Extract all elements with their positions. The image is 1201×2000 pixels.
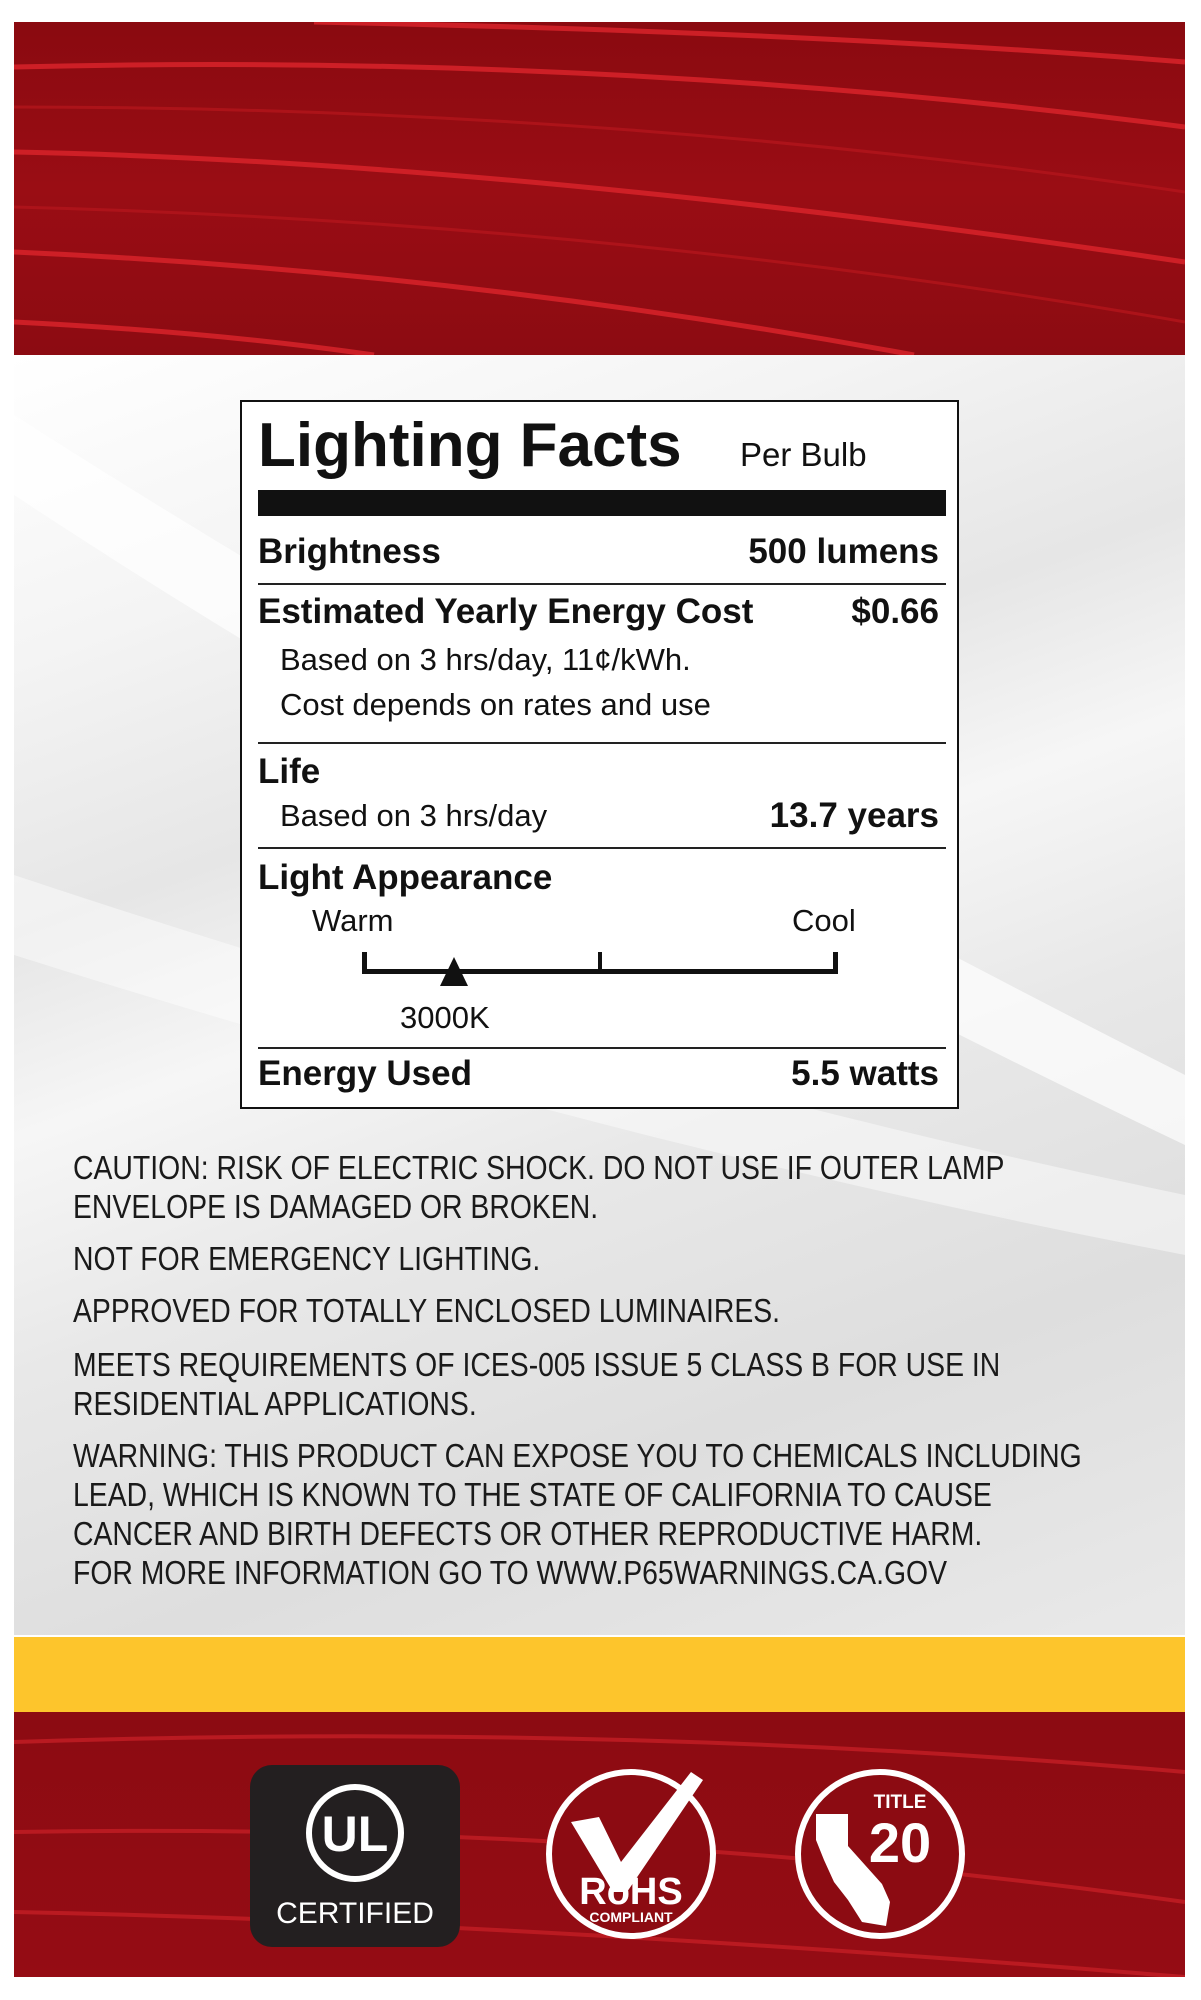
cost-value: $0.66 — [851, 592, 939, 631]
caution-text: CAUTION: RISK OF ELECTRIC SHOCK. DO NOT USE IF OUTER LAMP ENVELOPE IS DAMAGED OR BROKEN. — [73, 1149, 1005, 1225]
brightness-value: 500 lumens — [748, 532, 939, 571]
ul-certified-badge — [250, 1765, 460, 1947]
life-label: Life — [258, 752, 321, 791]
ul-mark: UL — [321, 1806, 389, 1862]
cost-label: Estimated Yearly Energy Cost — [258, 592, 754, 631]
decorative-stripes — [14, 22, 1185, 355]
kelvin-value: 3000K — [400, 1000, 490, 1035]
brightness-label: Brightness — [258, 532, 441, 571]
color-temperature-scale — [242, 402, 961, 1111]
rohs-compliant-text: COMPLIANT — [589, 1909, 673, 1925]
cost-note: Cost depends on rates and use — [280, 687, 711, 722]
cool-label: Cool — [792, 903, 856, 938]
title20-number: 20 — [868, 1811, 932, 1874]
facts-title: Lighting Facts — [258, 411, 682, 480]
energy-label: Energy Used — [258, 1054, 472, 1093]
rohs-text: RoHS — [579, 1871, 683, 1913]
emergency-text: NOT FOR EMERGENCY LIGHTING. — [73, 1240, 541, 1277]
warm-label: Warm — [312, 903, 394, 938]
cost-note: Based on 3 hrs/day, 11¢/kWh. — [280, 642, 691, 677]
per-bulb-label: Per Bulb — [740, 436, 867, 473]
rohs-compliant-badge — [541, 1762, 721, 1942]
appearance-label: Light Appearance — [258, 858, 553, 897]
life-note: Based on 3 hrs/day — [280, 798, 548, 833]
top-red-band — [14, 22, 1185, 355]
lighting-facts-panel — [240, 400, 959, 1109]
title20-top-text: TITLE — [873, 1792, 927, 1813]
ul-certified-text: CERTIFIED — [276, 1897, 434, 1930]
life-value: 13.7 years — [769, 796, 939, 835]
enclosed-text: APPROVED FOR TOTALLY ENCLOSED LUMINAIRES. — [73, 1292, 781, 1329]
divider — [258, 1047, 946, 1049]
ices-text: MEETS REQUIREMENTS OF ICES-005 ISSUE 5 CLASS B FOR USE IN RESIDENTIAL APPLICATIONS. — [73, 1346, 1001, 1422]
yellow-band — [14, 1637, 1185, 1712]
title-20-badge — [790, 1762, 970, 1942]
energy-value: 5.5 watts — [791, 1054, 939, 1093]
prop65-warning: WARNING: THIS PRODUCT CAN EXPOSE YOU TO CHEMICALS INCLUDING LEAD, WHICH IS KNOWN TO THE STATE OF CALIFORNIA TO CAUSE CANCER AND BIRTH DEFECTS OR OTHER REPRODUCTIVE HARM. FOR MORE INFORMATION GO TO WWW.P65WARNINGS.CA.GOV — [73, 1437, 1082, 1591]
